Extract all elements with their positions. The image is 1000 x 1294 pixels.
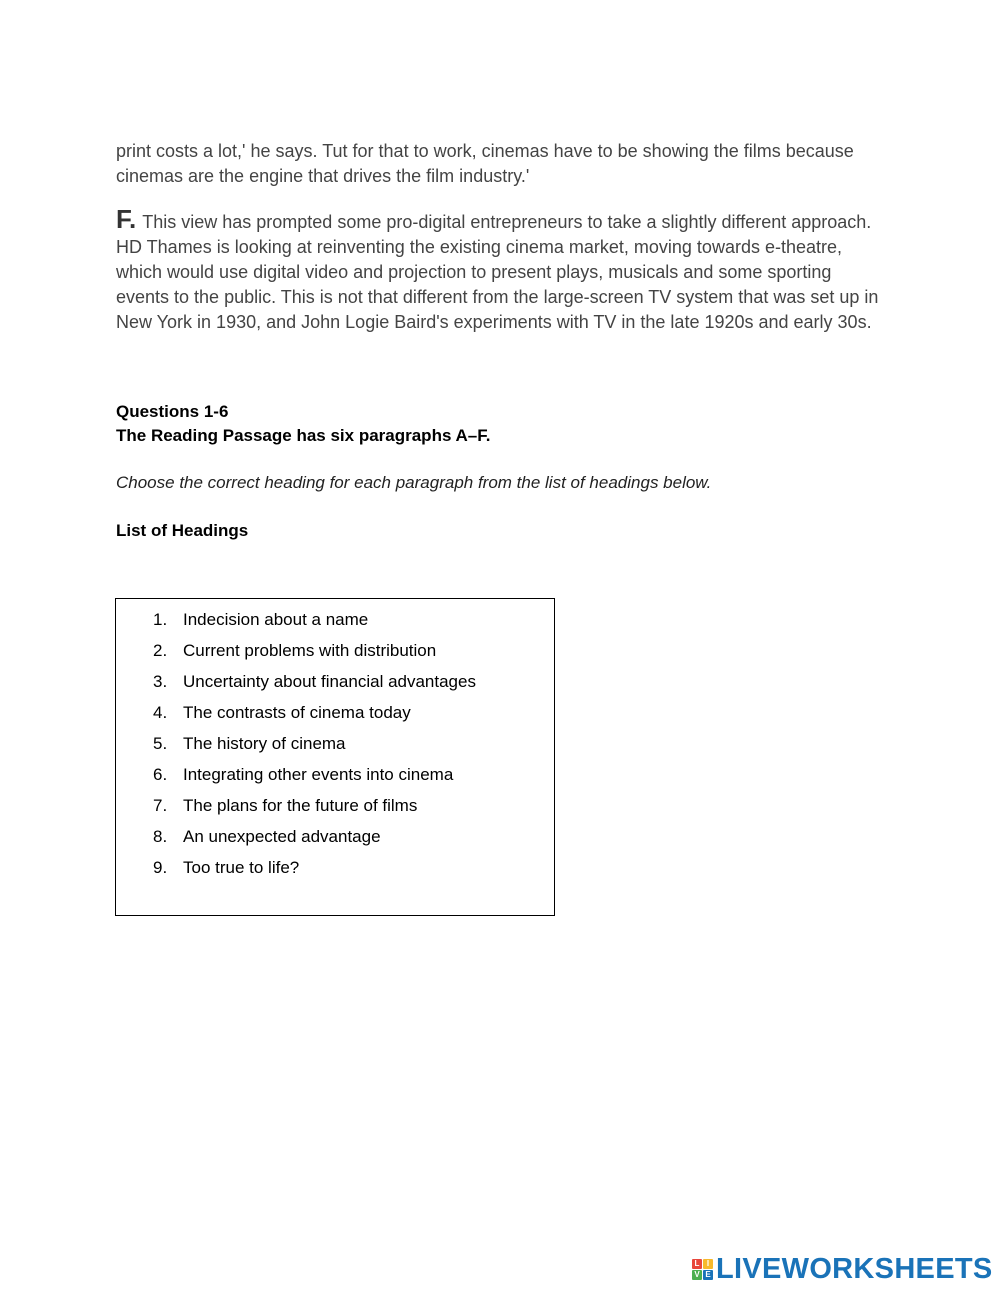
heading-text: The history of cinema xyxy=(183,734,346,753)
liveworksheets-logo xyxy=(692,1254,993,1284)
paragraph-f-text: This view has prompted some pro-digital entrepreneurs to take a slightly different approach. HD Thames is looking at reinventing the existing cinema market, moving towards e-theatre, which would use digital video and projection to present plays, musicals and some sporting events to the public. This is not that different from the large-screen TV system that was set up in New York in 1930, and John Logie Baird's experiments with TV in the late 1920s and early 30s. xyxy=(116,212,879,332)
paragraph-f xyxy=(116,204,886,335)
logo-mark-tile: V xyxy=(692,1270,702,1280)
logo-mark-icon xyxy=(692,1259,713,1280)
passage-continued-text: print costs a lot,' he says. Tut for that to work, cinemas have to be showing the films because cinemas are the engine that drives the film industry.' xyxy=(116,141,854,186)
heading-number: 3. xyxy=(153,672,168,691)
heading-text: Uncertainty about financial advantages xyxy=(183,672,476,691)
headings-box xyxy=(115,598,555,916)
heading-number: 7. xyxy=(153,796,168,815)
heading-number: 1. xyxy=(153,610,168,629)
heading-number: 6. xyxy=(153,765,168,784)
heading-text: Current problems with distribution xyxy=(183,641,437,660)
heading-number: 9. xyxy=(153,858,168,877)
questions-subtitle: The Reading Passage has six paragraphs A–F. xyxy=(116,426,491,445)
heading-text: The plans for the future of films xyxy=(183,796,418,815)
paragraph-f-letter: F. xyxy=(116,204,137,234)
heading-text: Indecision about a name xyxy=(183,610,369,629)
questions-instruction: Choose the correct heading for each paragraph from the list of headings below. xyxy=(116,473,712,492)
heading-text: The contrasts of cinema today xyxy=(183,703,411,722)
logo-mark-tile: E xyxy=(703,1270,713,1280)
logo-mark-tile: I xyxy=(703,1259,713,1269)
questions-title: Questions 1-6 xyxy=(116,402,229,421)
logo-text: LIVEWORKSHEETS xyxy=(716,1252,993,1285)
heading-number: 4. xyxy=(153,703,168,722)
logo-mark-tile: L xyxy=(692,1259,702,1269)
heading-number: 2. xyxy=(153,641,168,660)
heading-number: 8. xyxy=(153,827,168,846)
heading-number: 5. xyxy=(153,734,168,753)
heading-text: An unexpected advantage xyxy=(183,827,381,846)
heading-text: Integrating other events into cinema xyxy=(183,765,454,784)
heading-text: Too true to life? xyxy=(183,858,300,877)
list-of-headings-title: List of Headings xyxy=(116,521,249,540)
